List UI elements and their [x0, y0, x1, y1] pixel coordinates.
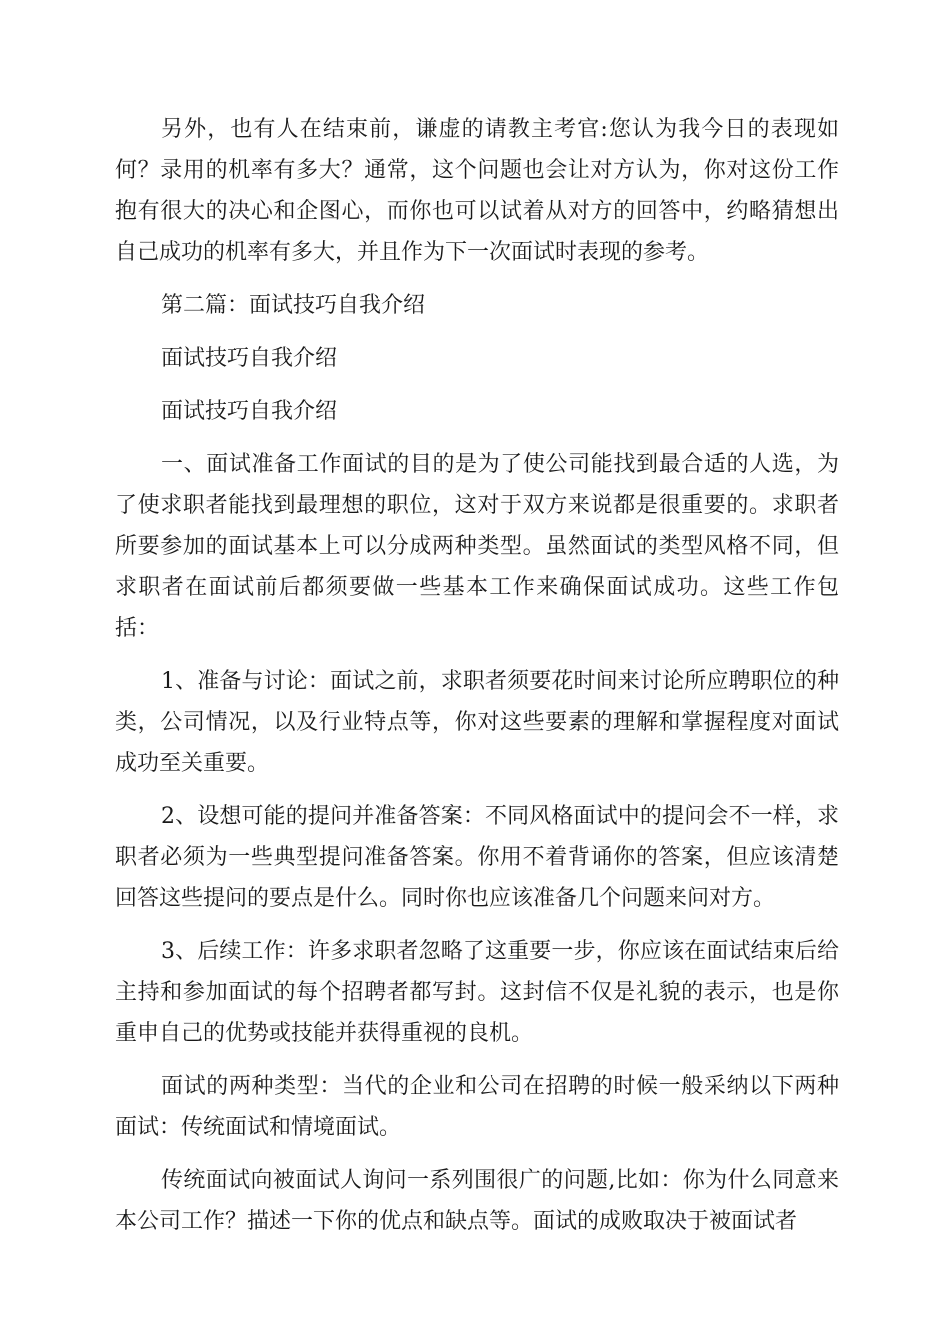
paragraph-traditional-interview: 传统面试向被面试人询问一系列围很广的问题,比如：你为什么同意来本公司工作？描述一下你的优点和缺点等。面试的成败取决于被面试者 [115, 1168, 839, 1234]
document-page [115, 109, 839, 1254]
paragraph-step-2: 2、设想可能的提问并准备答案：不同风格面试中的提问会不一样，求职者必须为一些典型提问准备答案。你用不着背诵你的答案，但应该清楚回答这些提问的要点是什么。同时你也应该准备几个问题来问对方。 [115, 804, 839, 911]
paragraph-step-1: 1、准备与讨论：面试之前，求职者须要花时间来讨论所应聘职位的种类，公司情况，以及行业特点等，你对这些要素的理解和掌握程度对面试成功至关重要。 [115, 669, 839, 776]
section-heading: 第二篇：面试技巧自我介绍 [161, 293, 426, 318]
paragraph-interview-types: 面试的两种类型：当代的企业和公司在招聘的时候一般采纳以下两种面试：传统面试和情境面试。 [115, 1074, 839, 1140]
paragraph-step-3: 3、后续工作：许多求职者忽略了这重要一步，你应该在面试结束后给主持和参加面试的每个招聘者都写封。这封信不仅是礼貌的表示，也是你重申自己的优势或技能并获得重视的良机。 [115, 939, 839, 1046]
paragraph-preparation-intro: 一、面试准备工作面试的目的是为了使公司能找到最合适的人选，为了使求职者能找到最理想的职位，这对于双方来说都是很重要的。求职者所要参加的面试基本上可以分成两种类型。虽然面试的类型风格不同，但求职者在面试前后都须要做一些基本工作来确保面试成功。这些工作包括： [115, 452, 839, 641]
subheading-repeat: 面试技巧自我介绍 [161, 399, 338, 424]
paragraph-closing-question: 另外，也有人在结束前，谦虚的请教主考官:您认为我今日的表现如何？录用的机率有多大？通常，这个问题也会让对方认为，你对这份工作抱有很大的决心和企图心，而你也可以试着从对方的回答中，约略猜想出自己成功的机率有多大，并且作为下一次面试时表现的参考。 [115, 117, 839, 265]
subheading: 面试技巧自我介绍 [161, 346, 338, 371]
